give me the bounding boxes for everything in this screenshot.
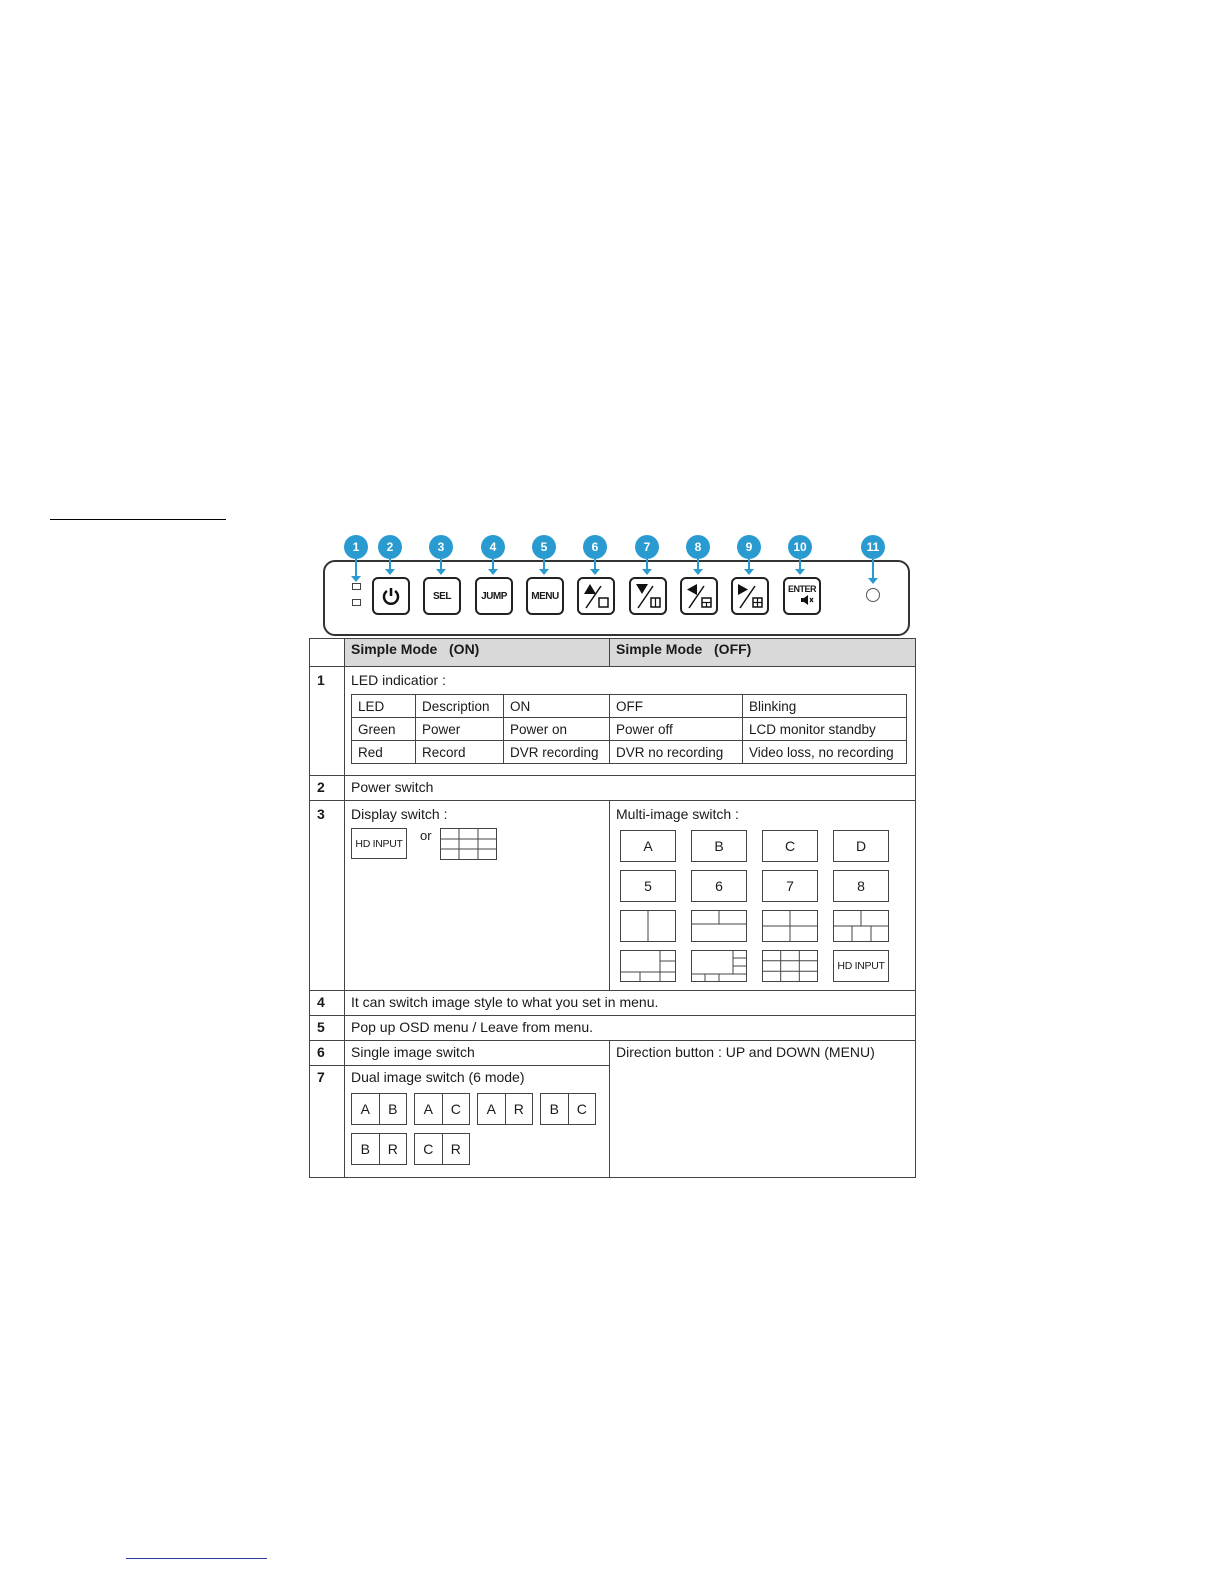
table-row — [310, 1016, 916, 1041]
eight-split-icon — [691, 950, 747, 982]
callout-2: 2 — [378, 535, 402, 559]
led-cell: DVR no recording — [610, 741, 743, 764]
table-row — [310, 1041, 916, 1066]
led-cell: Power — [416, 718, 504, 741]
display-switch-cell — [345, 801, 610, 991]
header-simple-mode-off: Simple Mode (OFF) — [610, 639, 916, 667]
callout-7: 7 — [635, 535, 659, 559]
led-col-led: LED — [352, 695, 416, 718]
menu-description-cell: Pop up OSD menu / Leave from menu. — [345, 1016, 916, 1041]
enter-label: ENTER — [787, 584, 816, 594]
multi-image-grid — [620, 830, 909, 982]
row-number: 2 — [310, 776, 345, 801]
dual-mode-ac — [414, 1093, 470, 1125]
multi-image-switch-title: Multi-image switch : — [616, 806, 739, 822]
header-simple-mode-on: Simple Mode (ON) — [345, 639, 610, 667]
callout-arrow — [748, 559, 750, 569]
dual-split-icon — [620, 910, 676, 942]
led-cell: DVR recording — [504, 741, 610, 764]
front-panel-diagram — [320, 530, 920, 635]
channel-a-mode: A — [620, 830, 676, 862]
callout-arrow — [646, 559, 648, 569]
power-button[interactable] — [372, 577, 410, 615]
callout-3: 3 — [429, 535, 453, 559]
callout-arrow — [492, 559, 494, 569]
dual-mode-list — [351, 1093, 601, 1165]
sel-button[interactable]: SEL — [423, 577, 461, 615]
menu-button[interactable]: MENU — [526, 577, 564, 615]
channel-c-mode: C — [762, 830, 818, 862]
table-header-row — [310, 639, 916, 667]
right-multi-icon — [735, 581, 765, 611]
dual-image-switch-title: Dual image switch (6 mode) — [351, 1069, 525, 1085]
channel-7-mode: 7 — [762, 870, 818, 902]
jump-button[interactable]: JUMP — [475, 577, 513, 615]
channel-6-mode: 6 — [691, 870, 747, 902]
dual-mode-cr — [414, 1133, 470, 1165]
row-number: 1 — [310, 667, 345, 776]
up-single-icon — [581, 581, 611, 611]
led-col-off: OFF — [610, 695, 743, 718]
led-table-row — [352, 741, 907, 764]
dual-mode-ab — [351, 1093, 407, 1125]
callout-5: 5 — [532, 535, 556, 559]
channel-5-mode: 5 — [620, 870, 676, 902]
header-blank — [310, 639, 345, 667]
dual-right: C — [442, 1094, 470, 1124]
dual-right: B — [379, 1094, 407, 1124]
display-switch-title: Display switch : — [351, 806, 448, 822]
dual-left: B — [360, 1141, 370, 1157]
table-row — [310, 776, 916, 801]
led-cell: Record — [416, 741, 504, 764]
led-col-on: ON — [504, 695, 610, 718]
channel-8-mode: 8 — [833, 870, 889, 902]
nine-split-icon — [440, 828, 497, 860]
callout-1: 1 — [344, 535, 368, 559]
dual-left: A — [360, 1101, 370, 1117]
dual-right: C — [568, 1094, 596, 1124]
hd-input-mode: HD INPUT — [351, 828, 407, 859]
left-quad-button[interactable] — [680, 577, 718, 615]
callout-arrow — [543, 559, 545, 569]
led-table — [351, 694, 907, 764]
multi-image-switch-cell — [610, 801, 916, 991]
header-rule — [50, 519, 226, 520]
callout-9: 9 — [737, 535, 761, 559]
five-split-icon — [833, 910, 889, 942]
dual-left: B — [549, 1101, 559, 1117]
function-table — [309, 638, 916, 1178]
callout-arrow — [355, 559, 357, 576]
led-cell: Green — [352, 718, 416, 741]
row-number: 6 — [310, 1041, 345, 1066]
dual-mode-bc — [540, 1093, 596, 1125]
channel-b-mode: B — [691, 830, 747, 862]
callout-arrow — [440, 559, 442, 569]
callout-arrow — [389, 559, 391, 569]
led-red-indicator — [352, 599, 361, 606]
or-text: or — [420, 828, 432, 843]
ir-sensor-icon — [866, 588, 880, 602]
led-indicator-title: LED indicatior : — [351, 672, 446, 688]
nine-split-icon — [762, 950, 818, 982]
footer-link-rule — [126, 1558, 267, 1559]
row-number: 7 — [310, 1066, 345, 1178]
dual-left: C — [423, 1141, 434, 1157]
panel-outline — [323, 560, 910, 636]
down-dual-button[interactable] — [629, 577, 667, 615]
channel-d-mode: D — [833, 830, 889, 862]
led-cell: LCD monitor standby — [743, 718, 907, 741]
enter-button[interactable] — [783, 577, 821, 615]
quad-split-icon — [762, 910, 818, 942]
power-switch-cell: Power switch — [345, 776, 916, 801]
dual-right: R — [379, 1134, 407, 1164]
left-quad-icon — [684, 581, 714, 611]
row-number: 5 — [310, 1016, 345, 1041]
callout-arrow — [697, 559, 699, 569]
callout-6: 6 — [583, 535, 607, 559]
callout-arrow — [594, 559, 596, 569]
callout-10: 10 — [788, 535, 812, 559]
power-icon — [381, 586, 401, 606]
led-table-row — [352, 718, 907, 741]
triple-split-icon — [691, 910, 747, 942]
dual-left: A — [423, 1101, 433, 1117]
dual-mode-ar — [477, 1093, 533, 1125]
row-number: 4 — [310, 991, 345, 1016]
dual-right: R — [505, 1094, 533, 1124]
callout-4: 4 — [481, 535, 505, 559]
callout-arrow — [872, 559, 874, 578]
table-row — [310, 991, 916, 1016]
led-cell: Video loss, no recording — [743, 741, 907, 764]
dual-left: A — [486, 1101, 496, 1117]
led-cell: Power off — [610, 718, 743, 741]
callout-8: 8 — [686, 535, 710, 559]
led-cell: Power on — [504, 718, 610, 741]
mute-icon — [800, 594, 814, 606]
single-image-switch-cell: Single image switch — [345, 1041, 610, 1066]
dual-image-switch-cell — [345, 1066, 610, 1178]
right-multi-button[interactable] — [731, 577, 769, 615]
table-row — [310, 801, 916, 991]
dual-mode-br — [351, 1133, 407, 1165]
row-number: 3 — [310, 801, 345, 991]
callout-11: 11 — [861, 535, 885, 559]
led-green-indicator — [352, 583, 361, 590]
led-col-description: Description — [416, 695, 504, 718]
callout-arrow — [799, 559, 801, 569]
led-col-blinking: Blinking — [743, 695, 907, 718]
up-single-button[interactable] — [577, 577, 615, 615]
led-cell: Red — [352, 741, 416, 764]
dual-right: R — [442, 1134, 470, 1164]
led-indicator-cell — [345, 667, 916, 776]
seven-split-icon — [620, 950, 676, 982]
table-row — [310, 667, 916, 776]
hd-input-multi-mode: HD INPUT — [833, 950, 889, 982]
jump-description-cell: It can switch image style to what you set in menu. — [345, 991, 916, 1016]
direction-button-cell: Direction button : UP and DOWN (MENU) — [610, 1041, 916, 1178]
down-dual-icon — [633, 581, 663, 611]
led-table-header — [352, 695, 907, 718]
